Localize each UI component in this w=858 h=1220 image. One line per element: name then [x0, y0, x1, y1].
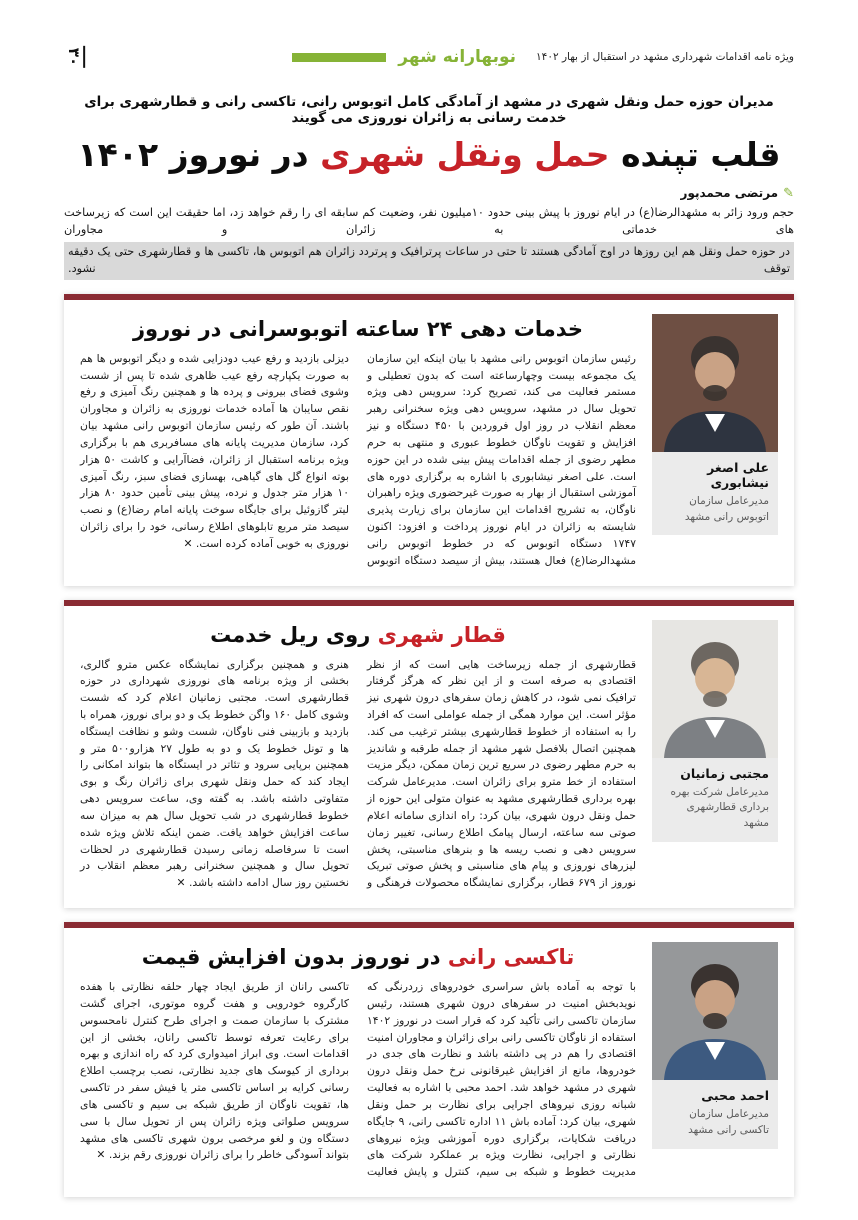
- main-headline-black-1: قلب تپنده: [609, 135, 781, 174]
- article-content-metro: [80, 620, 636, 893]
- person-photo: [652, 314, 778, 452]
- article-headline-taxi: [80, 945, 636, 969]
- article-body-metro: قطارشهری از جمله زیرساخت هایی است که از نظر اقتصادی به صرفه است و از این نظر که هرگز گرفتار ترافیک نمی شود، در کاهش زمان سفرهای درون شهری نیز مؤثر است. این موارد همگی از جمله عواملی است که افراد را به استفاده از خطوط قطارشهری بیشتر ترغیب می کند. همچنین اتصال بلافصل شهر مشهد از جمله طرقبه و شاندیز به حرم مطهر رضوی در سریع ترین زمان ممکن، دیگر مزیت استفاده از خط مترو برای زائران است. مدیرعامل شرکت بهره برداری قطارشهری مشهد به عنوان متولی این حوزه از حمل ونقل درون شهری، بیان کرد: راه اندازی سامانه اعلام صوتی سه ساعته، ارسال پیامک اطلاع رسانی، تغییر زمان سرویس دهی و نصب ریسه ها و بنرهای مناسبتی، پخش لیزرهای نوروزی و پیام های مناسبتی و پخش صوتی تبریک نوروز از ۶۷۹ قطار، برگزاری نمایشگاه محصولات فرهنگی و هنری و همچنین برگزاری نمایشگاه عکس مترو گالری، بخشی از ویژه برنامه های نوروزی شهرداری در حوزه قطارشهری است. مجتبی زمانیان اعلام کرد که شست وشوی کامل ۱۶۰ واگن خطوط یک و دو برای نوروز، همراه با بازدید و بازبینی فنی ناوگان، شست وشو و نظافت ایستگاه ها و تونل خطوط یک و دو به طول ۲۷ هزارو۵۰۰ متر و همچنین برپایی سرود و تئاتر در ایستگاه ها بتواند امکانی را ایجاد کند که حمل ونقل شهری برای زائران رنگ و بوی متفاوتی داشته باشد. به گفته وی، ساعت سرویس دهی خطوط قطارشهری در شب تحویل سال هم به میزان سه ساعت افزایش خواهد یافت. ضمن اینکه تلاش ویژه شده است تا سرفاصله زمانی رسیدن قطارشهری در لحظات تحویل سال و همچنین سخنرانی رهبر معظم انقلاب در نخستین روز سال ادامه داشته باشد. ✕: [80, 657, 636, 890]
- article-headline-black: روی ریل خدمت: [210, 622, 378, 647]
- person-panel-taxi: [652, 942, 778, 1149]
- person-photo-placeholder: [652, 620, 778, 758]
- pen-icon: ✎: [783, 185, 794, 201]
- article-body-bus: رئیس سازمان اتوبوس رانی مشهد با بیان اینکه این سازمان یک مجموعه بیست وچهارساعته است که بدون تعطیلی و مستمر فعالیت می کند، تصریح کرد: سرویس دهی ویژه تحویل سال در مشهد، سرویس دهی ویژه سخنرانی رهبر معظم انقلاب در روز اول فروردین با ۴۵۰ دستگاه و نیز افزایش و تقویت ناوگان خطوط عبوری و منتهی به حرم مطهر رضوی از جمله اقدامات پیش بینی شده در این حوزه است. علی اصغر نیشابوری با اشاره به برگزاری دوره های آموزشی استقبال از بهار به صورت غیرحضوری ویژه راهبران ناوگان، به تشریح اقدامات این سازمان برای زیارت پذیری شایسته به زائران در ایام نوروز پرداخت و افزود: اکنون ۱۷۴۷ دستگاه اتوبوس که در خطوط اتوبوس رانی مشهدالرضا(ع) فعال هستند، بیش از سیصد دستگاه اتوبوس دیزلی بازدید و رفع عیب دودزایی شده و دیگر اتوبوس ها هم به صورت یکپارچه رفع عیب ظاهری شده تا پس از شست وشوی فضای بیرونی و پرده ها و همچنین رنگ آمیزی و رفع نقص سایبان ها آماده خدمات نوروزی به زائران و مجاوران باشند. آن طور که رئیس سازمان اتوبوس رانی مشهد بیان کرد، سازمان مدیریت پایانه های مسافربری هم با برگزاری ویژه برنامه استقبال از زائران، فضاآرایی و کاشت ۵۰ هزار بوته انواع گل های گیاهی، بهسازی فضای سبز، رنگ آمیزی ۱۰ هزار متر جدول و نرده، پیش بینی تأمین حدود ۸۰ هزار لیتر گازوئیل برای جایگاه سوخت پایانه امام رضا(ع) و نصب سیصد متر مربع تابلوهای اطلاع رسانی، خود را برای زائران نوروزی به خوبی آماده کرده است. ✕: [80, 351, 636, 567]
- person-photo: [652, 620, 778, 758]
- page-number: ۳۰: [65, 47, 84, 67]
- person-title: مدیرعامل شرکت بهره برداری قطارشهری مشهد: [670, 785, 769, 830]
- issue-label: ویژه نامه اقدامات شهرداری مشهد در استقبال از بهار ۱۴۰۲: [536, 51, 794, 63]
- section-title: نوبهارانه شهر: [398, 47, 517, 67]
- lead-line-1: حجم ورود زائر به مشهدالرضا(ع) در ایام نوروز با پیش بینی حدود ۱۰میلیون نفر، وضعیت کم سابقه ای را رقم خواهد زد، اما حقیقت این است که زیرساخت های خدماتی به زائران و مجاوران: [64, 206, 794, 236]
- main-headline-red: حمل ونقل شهری: [320, 135, 610, 174]
- byline: [64, 186, 794, 200]
- beard: [703, 385, 727, 401]
- beard: [703, 1013, 727, 1029]
- green-accent-bar: [292, 53, 386, 62]
- person-photo-placeholder: [652, 942, 778, 1080]
- article-headline-bus: [80, 317, 636, 341]
- article-headline-red: تاکسی رانی: [447, 945, 575, 970]
- main-headline: [64, 135, 794, 174]
- person-photo-placeholder: [652, 314, 778, 452]
- main-headline-black-2: در نوروز ۱۴۰۲: [77, 135, 321, 174]
- lede-block: [64, 94, 794, 280]
- article-card-taxi: [64, 922, 794, 1197]
- kicker: مدیران حوزه حمل ونقل شهری در مشهد از آمادگی کامل اتوبوس رانی، تاکسی رانی و قطارشهری برای خدمت رسانی به زائران نوروزی می گویند: [84, 94, 774, 126]
- article-content-taxi: [80, 942, 636, 1181]
- person-name: علی اصغر نیشابوری: [707, 459, 769, 490]
- article-headline-black: خدمات دهی ۲۴ ساعته اتوبوسرانی در نوروز: [132, 316, 584, 341]
- person-name: مجتبی زمانیان: [680, 765, 769, 781]
- article-body-taxi: با توجه به آماده باش سراسری خودروهای زردرنگی که نویدبخش امنیت در سفرهای درون شهری هستند، رئیس سازمان تاکسی رانی تأکید کرد که قرار است در نوروز ۱۴۰۲ استفاده از ناوگان تاکسی رانی برای زائران و مجاوران امنیت اقتصادی را هم در پی داشته باشد و نظارت های جدی در خودروها، مانع از افزایش غیرقانونی نرخ حمل ونقل درون شهری در مشهد خواهد شد. احمد محبی با اشاره به فعالیت شبانه روزی نیروهای اجرایی برای نظارت بر حمل ونقل شهری، بیان کرد: آماده باش ۱۱ اداره تاکسی رانی، ۹ جایگاه دریافت شکایات، برگزاری دوره آموزشی ویژه نیروهای نظارتی و اجرایی، نظارت ویژه بر عملکرد شرکت های مدیریت خطوط و شبکه بی سیم، کنترل و پایش فعالیت تاکسی رانان از طریق ایجاد چهار حلقه نظارتی با هفده کارگروه خودرویی و هفت گروه موتوری، اجرای گشت مشترک با سازمان صمت و اجرای طرح کنترل نامحسوس برای رعایت تعرفه توسط تاکسی رانان، بخشی از این اقدامات است. وی ابراز امیدواری کرد که راه اندازی و بهره برداری از کیوسک های جدید نظارتی، نصب برچسب اطلاع رسانی کرایه بر اساس تاکسی متر یا فیش سفر در تاکسی ها، تقویت ناوگان از طریق شبکه بی سیم و تاکسی های سرویس صلواتی ویژه زائران پس از تحویل سال با سی دستگاه ون و لغو مرخصی برون شهری تاکسی های مشهد بتواند آسودگی خاطر را برای زائران نوروزی رقم بزند. ✕: [80, 980, 636, 1179]
- article-headline-red: قطار شهری: [377, 622, 506, 647]
- person-title: مدیرعامل سازمان اتوبوس رانی مشهد: [684, 494, 769, 523]
- article-content-bus: [80, 314, 636, 570]
- masthead: [64, 42, 794, 72]
- beard: [703, 691, 727, 707]
- person-panel-metro: [652, 620, 778, 842]
- article-headline-metro: [80, 623, 636, 647]
- article-headline-black: در نوروز بدون افزایش قیمت: [141, 945, 448, 970]
- person-photo: [652, 942, 778, 1080]
- article-card-metro: [64, 600, 794, 909]
- byline-author: مرتضی محمدپور: [680, 186, 779, 200]
- lead-line-2-highlighted: در حوزه حمل ونقل هم این روزها در اوج آمادگی هستند تا حتی در ساعات پرترافیک و پرتردد زائران هم اتوبوس ها، تاکسی ها و قطارشهری حتی یک دقیقه توقف نشود.: [64, 242, 794, 280]
- person-title: مدیرعامل سازمان تاکسی رانی مشهد: [688, 1108, 769, 1136]
- person-name: احمد محبی: [701, 1088, 769, 1104]
- article-card-bus: [64, 294, 794, 586]
- person-panel-bus: [652, 314, 778, 536]
